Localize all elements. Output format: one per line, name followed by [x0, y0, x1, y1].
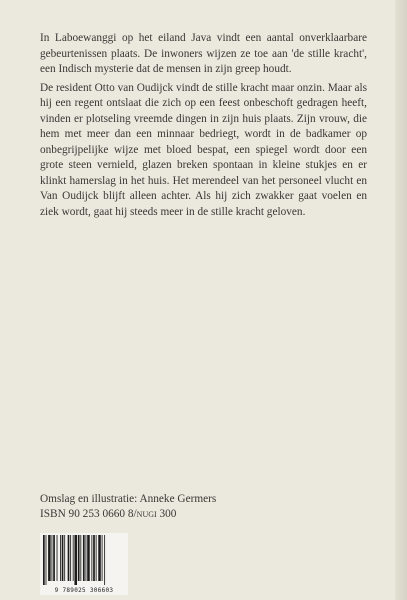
barcode-bar	[104, 535, 105, 585]
barcode-bar	[74, 535, 77, 585]
barcode-bar	[87, 535, 90, 581]
barcode-bar	[46, 535, 47, 585]
barcode-bar	[64, 535, 65, 581]
barcode-bar	[91, 535, 92, 581]
credits	[40, 492, 216, 522]
barcode-bar	[80, 535, 81, 581]
barcode-bar	[93, 535, 95, 581]
spine-edge	[395, 0, 407, 600]
barcode-bar	[78, 535, 80, 581]
cover-credit: Omslag en illustratie: Anneke Germers	[40, 493, 217, 505]
barcode-bar	[98, 535, 101, 581]
barcode-bar	[43, 535, 45, 585]
blurb-paragraph-1: In Laboewanggi op het eiland Java vindt een aantal onverklaarbare gebeurtenissen plaats. De inwoners wijzen ze toe aan 'de stille kracht', een Indisch mysterie dat de mensen in zijn greep houdt.	[40, 32, 367, 75]
barcode-bar	[102, 535, 103, 581]
barcode-bar	[96, 535, 97, 581]
blurb-paragraph-2: De resident Otto van Oudijck vindt de stille kracht maar onzin. Maar als hij een regent ontslaat die zich op een feest onbeschoft gedragen heeft, vinden er plotseling vreemde dingen in zijn huis plaats. Zijn vrouw, die hem met meer dan een minnaar bedriegt, wordt in de badkamer op onbegrijpelijke wijze met bloed bespat, een spiegel wordt door een grote steen vernield, glazen breken spontaan in kleine stukjes en er klinkt hamerslag in het huis. Het merendeel van het personeel vlucht en Van Oudijck blijft alleen achter. Als hij zich zwakker gaat voelen en ziek wordt, gaat hij steeds meer in de stille kracht geloven.	[40, 81, 367, 218]
barcode-bars-icon	[42, 535, 126, 585]
nugi-code: nugi 300	[136, 508, 177, 520]
blurb-text	[40, 31, 367, 223]
barcode	[40, 533, 128, 595]
barcode-bar	[83, 535, 85, 581]
barcode-bar	[48, 535, 51, 581]
barcode-bar	[52, 535, 53, 581]
barcode-bar	[53, 535, 55, 581]
barcode-bar	[73, 535, 74, 581]
isbn-separator: /	[133, 508, 137, 520]
barcode-bar	[60, 535, 61, 581]
barcode-bar	[57, 535, 58, 581]
barcode-bar	[62, 535, 64, 581]
isbn-number: ISBN 90 253 0660 8	[40, 508, 134, 520]
barcode-bar	[68, 535, 70, 581]
barcode-bar	[86, 535, 87, 581]
barcode-bar	[70, 535, 71, 581]
isbn-line	[40, 507, 216, 522]
barcode-digits: 9 789025 306603	[54, 587, 114, 594]
